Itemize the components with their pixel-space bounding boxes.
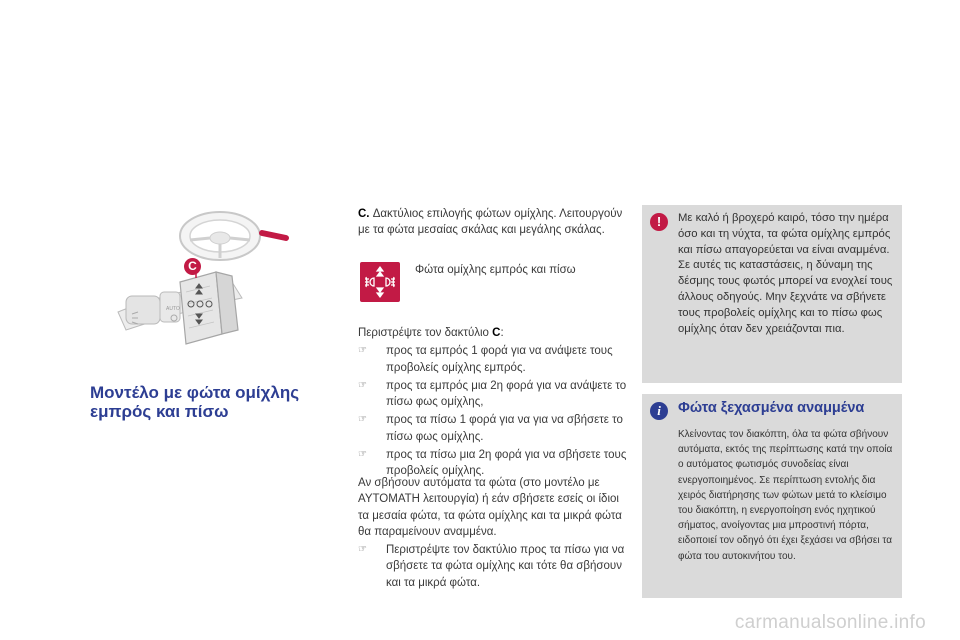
steps-block	[358, 325, 630, 482]
fog-light-label: Φώτα ομίχλης εμπρός και πίσω	[415, 264, 576, 276]
list-item: ☞ προς τα εμπρός μια 2η φορά για να ανάψετε το πίσω φως ομίχλης,	[358, 378, 630, 411]
fog-light-badge	[360, 262, 400, 302]
info-panel	[642, 394, 902, 598]
auto-text: Αν σβήσουν αυτόματα τα φώτα (στο μοντέλο με ΑΥΤΟΜΑΤΗ λειτουργία) ή εάν σβήσετε εσείς οι ίδιοι τα μεσαία φώτα, τα φώτα ομίχλης και τα μικρά φώτα θα παραμείνουν αναμμένα.	[358, 477, 622, 538]
intro-body: Δακτύλιος επιλογής φώτων ομίχλης. Λειτουργούν με τα φώτα μεσαίας σκάλας και μεγάλης σκάλας.	[358, 208, 623, 237]
auto-list	[358, 542, 630, 591]
lighting-stalk-illustration	[92, 200, 332, 360]
callout-c-badge: C	[184, 258, 201, 275]
warning-text: Με καλό ή βροχερό καιρό, τόσο την ημέρα όσο και τη νύχτα, τα φώτα ομίχλης εμπρός και πίσω απαγορεύεται να είναι αναμμένα. Σε αυτές τις καταστάσεις, η δύναμη της δέσμης τους φωτός μπορεί να ενοχλεί τους άλλους οδηγούς. Μην ξεχνάτε να σβήνετε τους προβολείς ομίχλης και το πίσω φως ομίχλης όταν δεν χρειάζονται πια.	[678, 212, 893, 335]
steps-lead-letter: C	[492, 327, 501, 339]
stalk-drawing	[92, 200, 332, 360]
exclamation-icon: !	[650, 213, 668, 231]
section-title: Μοντέλο με φώτα ομίχλης εμπρός και πίσω	[90, 383, 300, 421]
steering-wheel-icon	[180, 212, 260, 260]
front-rear-fog-light-icon	[360, 262, 400, 302]
stalk-body	[118, 272, 242, 344]
steps-list	[358, 343, 630, 479]
list-item: ☞ προς τα πίσω 1 φορά για να για να σβήσετε το πίσω φως ομίχλης.	[358, 412, 630, 445]
intro-block	[358, 206, 630, 239]
intro-text	[358, 206, 630, 239]
steps-lead-text: Περιστρέψτε τον δακτύλιο	[358, 327, 493, 339]
svg-text:AUTO: AUTO	[166, 306, 180, 312]
auto-block	[358, 475, 630, 591]
info-icon: i	[650, 402, 668, 420]
info-title: Φώτα ξεχασμένα αναμμένα	[678, 400, 865, 416]
info-text: Κλείνοντας τον διακόπτη, όλα τα φώτα σβήνουν αυτόματα, εκτός της περίπτωσης κατά την οποία ο αυτόματος φωτισμός συνοδείας είναι ενεργοποιημένος. Σε περίπτωση εντολής δια χειρός διατήρησης των φώτων μετά το κλείσιμο του διακόπτη, η ενεργοποίηση ενός ηχητικού σήματος, ανοίγοντας μια μπροστινή πόρτα, ειδοποιεί τον οδηγό ότι έχει ξεχάσει να σβήσει τα φώτα του αυτοκινήτου του.	[678, 429, 893, 562]
list-item: ☞ προς τα εμπρός 1 φορά για να ανάψετε τους προβολείς ομίχλης εμπρός.	[358, 343, 630, 376]
intro-letter: C.	[358, 208, 370, 220]
warning-panel	[642, 205, 902, 383]
steps-lead	[358, 325, 630, 341]
stalk-tip-icon	[262, 233, 286, 238]
watermark: carmanualsonline.info	[734, 612, 926, 633]
list-item: ☞ Περιστρέψτε τον δακτύλιο προς τα πίσω για να σβήσετε τα φώτα ομίχλης και τότε θα σβήσουν και τα μικρά φώτα.	[358, 542, 630, 591]
list-item: ☞ προς τα πίσω μια 2η φορά για να σβήσετε τους προβολείς ομίχλης.	[358, 447, 630, 480]
steps-lead-end: :	[500, 327, 504, 339]
